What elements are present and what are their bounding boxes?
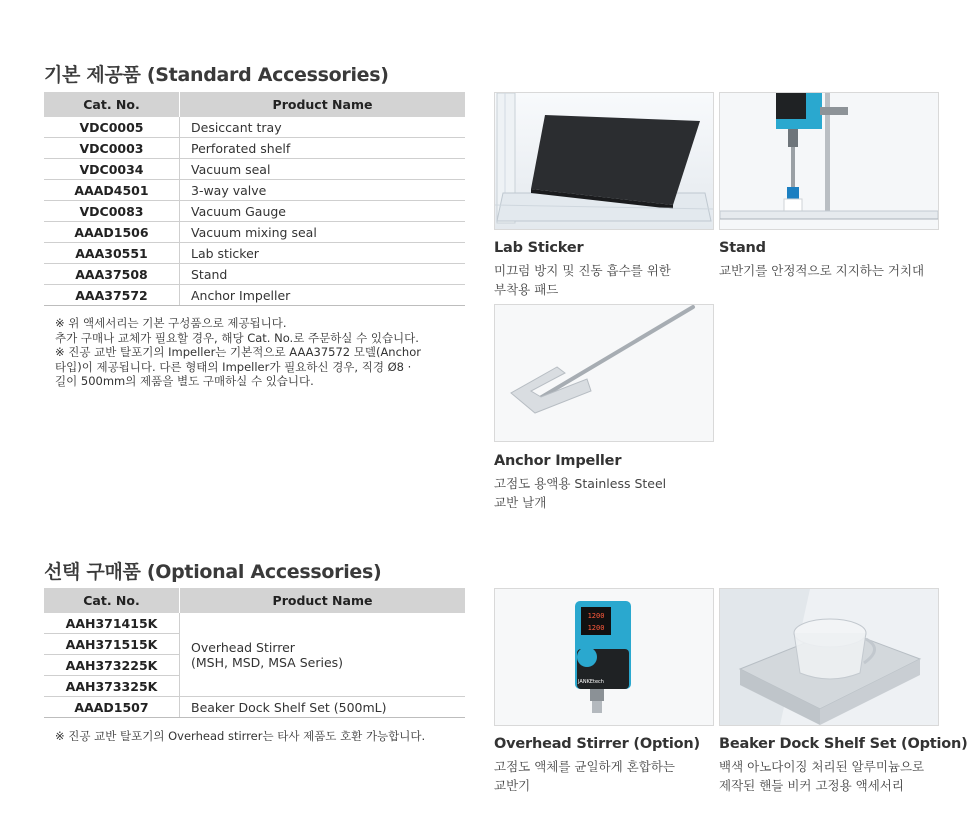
standard-section-title: 기본 제공품 (Standard Accessories) xyxy=(44,64,389,86)
stand-desc: 교반기를 안정적으로 지지하는 거치대 xyxy=(719,263,925,278)
table-row xyxy=(44,117,465,138)
cat-no-header: Cat. No. xyxy=(44,92,180,117)
beaker-dock-photo xyxy=(719,588,939,726)
cat-no-cell: VDC0034 xyxy=(44,159,180,180)
optional-section-title: 선택 구매품 (Optional Accessories) xyxy=(44,561,382,583)
beaker-dock-title: Beaker Dock Shelf Set (Option) xyxy=(719,736,968,752)
table-header-row xyxy=(44,588,465,613)
stirrer-brand-label: JANKEtech xyxy=(578,679,604,685)
product-name-cell: Desiccant tray xyxy=(180,117,466,138)
cat-no-cell: AAH371515K xyxy=(44,634,180,655)
cat-no-cell: VDC0005 xyxy=(44,117,180,138)
product-name-cell: Lab sticker xyxy=(180,243,466,264)
product-name-cell: Beaker Dock Shelf Set (500mL) xyxy=(180,697,466,718)
table-row xyxy=(44,285,465,306)
overhead-stirrer-photo xyxy=(494,588,714,726)
product-name-cell: Vacuum mixing seal xyxy=(180,222,466,243)
cat-no-cell: AAH371415K xyxy=(44,613,180,634)
standard-accessories-table xyxy=(44,92,465,306)
lab-sticker-desc: 미끄럼 방지 및 진동 흡수를 위한 부착용 패드 xyxy=(494,263,671,297)
table-header-row xyxy=(44,92,465,117)
standard-note: ※ 위 액세서리는 기본 구성품으로 제공됩니다. 추가 구매나 교체가 필요할 경우, 해당 Cat. No.로 주문하실 수 있습니다. ※ 진공 교반 탈포기의 Impeller는 기본적으로 AAA37572 모델(Anchor 타입)이 제공됩니다. 다른 형태의 Impeller가 필요하신 경우, 직경 Ø8 · 길이 500mm의 제품을 별도 구매하실 수 있습니다. xyxy=(55,316,421,388)
cat-no-cell: VDC0083 xyxy=(44,201,180,222)
cat-no-cell: AAH373225K xyxy=(44,655,180,676)
cat-no-cell: AAH373325K xyxy=(44,676,180,697)
product-name-cell: 3-way valve xyxy=(180,180,466,201)
product-name-header: Product Name xyxy=(180,92,466,117)
beaker-dock-desc: 백색 아노다이징 처리된 알루미늄으로 제작된 핸들 비커 고정용 액세서리 xyxy=(719,759,925,793)
table-row xyxy=(44,243,465,264)
anchor-impeller-title: Anchor Impeller xyxy=(494,453,622,469)
table-row xyxy=(44,138,465,159)
stirrer-display-top: 1200 xyxy=(587,612,605,620)
stand-photo xyxy=(719,92,939,230)
overhead-stirrer-desc: 고점도 액체를 균일하게 혼합하는 교반기 xyxy=(494,759,675,793)
optional-note: ※ 진공 교반 탈포기의 Overhead stirrer는 타사 제품도 호환 가능합니다. xyxy=(55,729,426,743)
stand-title: Stand xyxy=(719,240,766,256)
product-name-cell: Perforated shelf xyxy=(180,138,466,159)
anchor-impeller-photo xyxy=(494,304,714,442)
product-name-cell: Vacuum seal xyxy=(180,159,466,180)
cat-no-cell: AAAD1506 xyxy=(44,222,180,243)
cat-no-cell: AAA37508 xyxy=(44,264,180,285)
product-name-cell: Anchor Impeller xyxy=(180,285,466,306)
cat-no-cell: AAA37572 xyxy=(44,285,180,306)
table-row xyxy=(44,159,465,180)
anchor-impeller-desc: 고점도 용액용 Stainless Steel 교반 날개 xyxy=(494,476,667,510)
overhead-stirrer-title: Overhead Stirrer (Option) xyxy=(494,736,700,752)
optional-accessories-table xyxy=(44,588,465,718)
product-name-header: Product Name xyxy=(180,588,466,613)
overhead-stirrer-name-cell: Overhead Stirrer (MSH, MSD, MSA Series) xyxy=(180,613,466,697)
table-row xyxy=(44,201,465,222)
cat-no-cell: AAA30551 xyxy=(44,243,180,264)
cat-no-header: Cat. No. xyxy=(44,588,180,613)
product-name-cell: Stand xyxy=(180,264,466,285)
table-row xyxy=(44,180,465,201)
lab-sticker-title: Lab Sticker xyxy=(494,240,584,256)
product-name-cell: Vacuum Gauge xyxy=(180,201,466,222)
lab-sticker-photo xyxy=(494,92,714,230)
table-row xyxy=(44,264,465,285)
cat-no-cell: VDC0003 xyxy=(44,138,180,159)
table-row xyxy=(44,613,465,634)
table-row xyxy=(44,697,465,718)
cat-no-cell: AAAD1507 xyxy=(44,697,180,718)
cat-no-cell: AAAD4501 xyxy=(44,180,180,201)
stirrer-display-bottom: 1200 xyxy=(587,624,605,632)
table-row xyxy=(44,222,465,243)
